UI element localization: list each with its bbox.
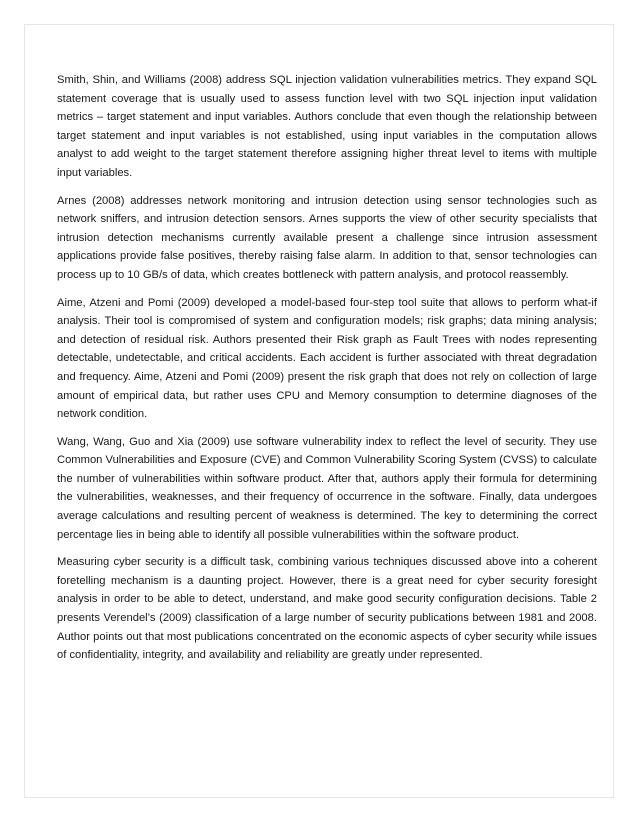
- paragraph-smith-shin-williams: Smith, Shin, and Williams (2008) address SQL injection validation vulnerabilities metrics. They expand SQL statement coverage that is usually used to assess function level with two SQL injection input validation metrics – target statement and input variables. Authors conclude that even though the relationship between target statement and input variables is not established, using input variables in the computation allows analyst to add weight to the target statement therefore assigning higher threat level to items with multiple input variables.: [57, 74, 597, 179]
- document-body: [57, 71, 597, 674]
- paragraph-aime-atzeni-pomi: Aime, Atzeni and Pomi (2009) developed a model-based four-step tool suite that allows to perform what-if analysis. Their tool is compromised of system and configuration models; risk graphs; data mining analysis; and detection of residual risk. Authors presented their Risk graph as Fault Trees with nodes representing detectable, undetectable, and critical accidents. Each accident is further associated with threat degradation and frequency. Aime, Atzeni and Pomi (2009) present the risk graph that does not rely on collection of large amount of empirical data, but rather uses CPU and Memory consumption to determine diagnoses of the network condition.: [57, 296, 597, 421]
- paragraph-measuring-cyber-security: Measuring cyber security is a difficult task, combining various techniques discussed above into a coherent foretelling mechanism is a daunting project. However, there is a great need for cyber security foresight analysis in order to be able to detect, understand, and make good security configuration decisions. Table 2 presents Verendel’s (2009) classification of a large number of security publications between 1981 and 2008. Author points out that most publications concentrated on the economic aspects of cyber security while issues of confidentiality, integrity, and availability and reliability are greatly under represented.: [57, 556, 597, 662]
- paragraph-arnes: Arnes (2008) addresses network monitoring and intrusion detection using sensor technologies such as network sniffers, and intrusion detection sensors. Arnes supports the view of other security specialists that intrusion detection mechanisms currently available present a challenge since intrusion assessment applications provide false positives, thereby raising false alarm. In addition to that, sensor technologies can process up to 10 GB/s of data, which creates bottleneck with pattern analysis, and protocol reassembly.: [57, 194, 597, 281]
- paragraph-wang-guo-xia: Wang, Wang, Guo and Xia (2009) use software vulnerability index to reflect the level of security. They use Common Vulnerabilities and Exposure (CVE) and Common Vulnerability Scoring System (CVSS) to calculate the number of vulnerabilities within software product. After that, authors apply their formula for determining the vulnerabilities, weaknesses, and their frequency of occurrence in the software. Finally, data undergoes average calculations and resulting percent of weakness is determined. The key to determining the correct percentage lies in being able to identify all possible vulnerabilities within the software product.: [57, 435, 597, 541]
